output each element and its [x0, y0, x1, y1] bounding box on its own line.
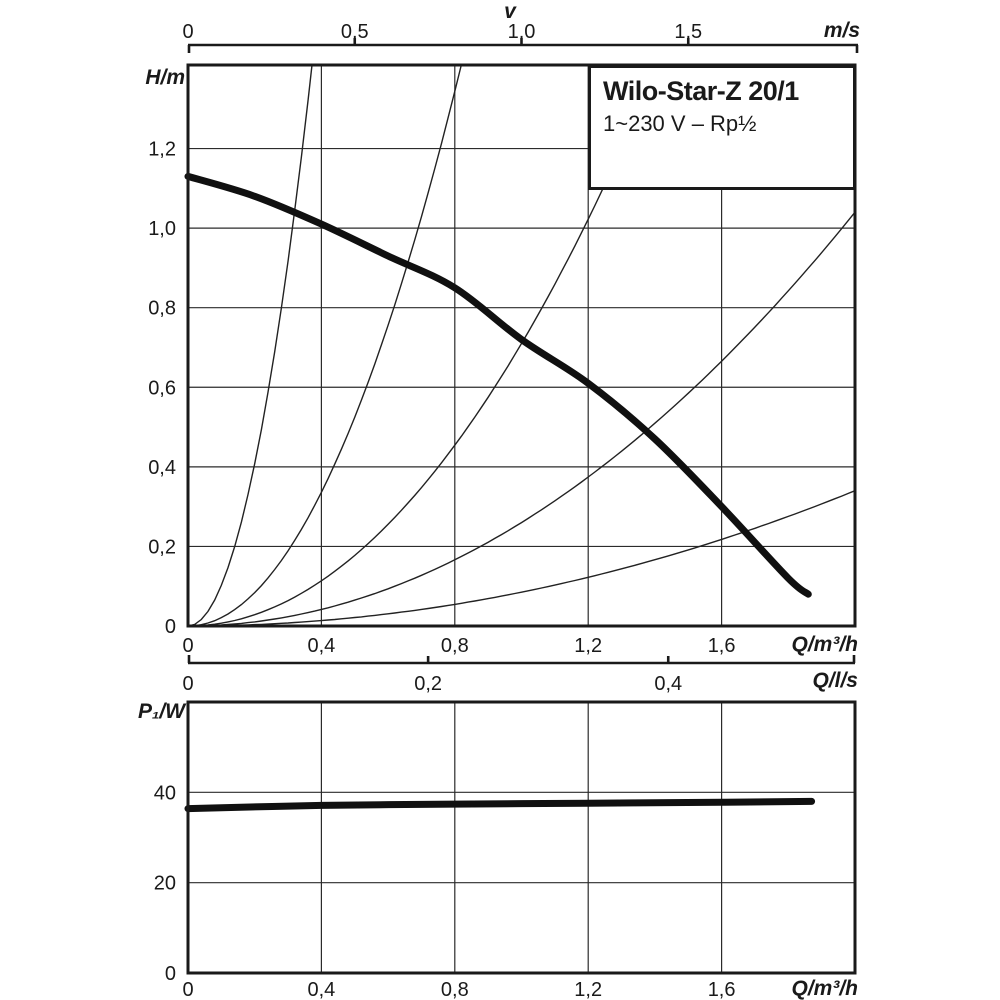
- head-chart-y-tick-label: 0,4: [148, 456, 176, 479]
- velocity-tick-label: 1,5: [674, 21, 703, 43]
- flow-axis-label-top: Q/m³/h: [791, 633, 858, 656]
- head-chart-x-tick-label: 0,4: [307, 635, 336, 657]
- pump-electrical-spec: 1~230 V – Rp½: [603, 111, 757, 136]
- head-chart-x-tick-label: 0,8: [440, 635, 469, 657]
- velocity-axis-label: v: [504, 0, 516, 23]
- power-chart-y-tick-label: 0: [164, 963, 176, 985]
- head-chart-y-tick-label: 0,2: [148, 536, 176, 559]
- head-axis-label: H/m: [145, 66, 185, 89]
- power-chart-y-tick-label: 40: [153, 782, 176, 805]
- title-box: [588, 65, 856, 190]
- flow-ls-tick-label: 0,2: [414, 673, 443, 695]
- system-curve-4: [188, 212, 855, 626]
- head-chart-y-tick-label: 0: [164, 616, 176, 638]
- power-chart-y-tick-label: 20: [153, 872, 176, 895]
- head-chart-x-tick-label: 0: [182, 635, 194, 657]
- head-chart-y-tick-label: 0,6: [148, 377, 176, 400]
- flow-ls-tick-label: 0,4: [654, 673, 683, 695]
- velocity-axis-unit-label: m/s: [823, 19, 860, 42]
- power-chart-x-tick-label: 0: [182, 979, 194, 1000]
- power-curve: [188, 801, 812, 808]
- power-chart-x-tick-label: 0,8: [440, 979, 469, 1000]
- velocity-tick-label: 1,0: [507, 21, 536, 43]
- flow-axis-label-bottom: Q/m³/h: [791, 977, 858, 1000]
- head-chart-x-tick-label: 1,6: [707, 635, 736, 657]
- pump-model-name: Wilo-Star-Z 20/1: [603, 76, 799, 106]
- head-chart-y-tick-label: 1,2: [148, 138, 176, 161]
- pump-curve: [188, 176, 808, 594]
- power-axis-label: P₁/W: [137, 700, 185, 723]
- flow-ls-tick-label: 0: [182, 673, 194, 695]
- velocity-tick-label: 0: [182, 21, 194, 43]
- system-curve-5: [188, 491, 855, 626]
- power-chart-x-tick-label: 1,2: [574, 979, 603, 1000]
- head-chart-y-tick-label: 1,0: [148, 218, 176, 241]
- head-chart-y-tick-label: 0,8: [148, 297, 176, 320]
- flow-ls-axis-label: Q/l/s: [812, 669, 858, 692]
- velocity-tick-label: 0,5: [340, 21, 369, 43]
- head-chart-x-tick-label: 1,2: [574, 635, 603, 657]
- power-chart-x-tick-label: 1,6: [707, 979, 736, 1000]
- power-chart-x-tick-label: 0,4: [307, 979, 336, 1000]
- power-chart-frame: [188, 702, 855, 973]
